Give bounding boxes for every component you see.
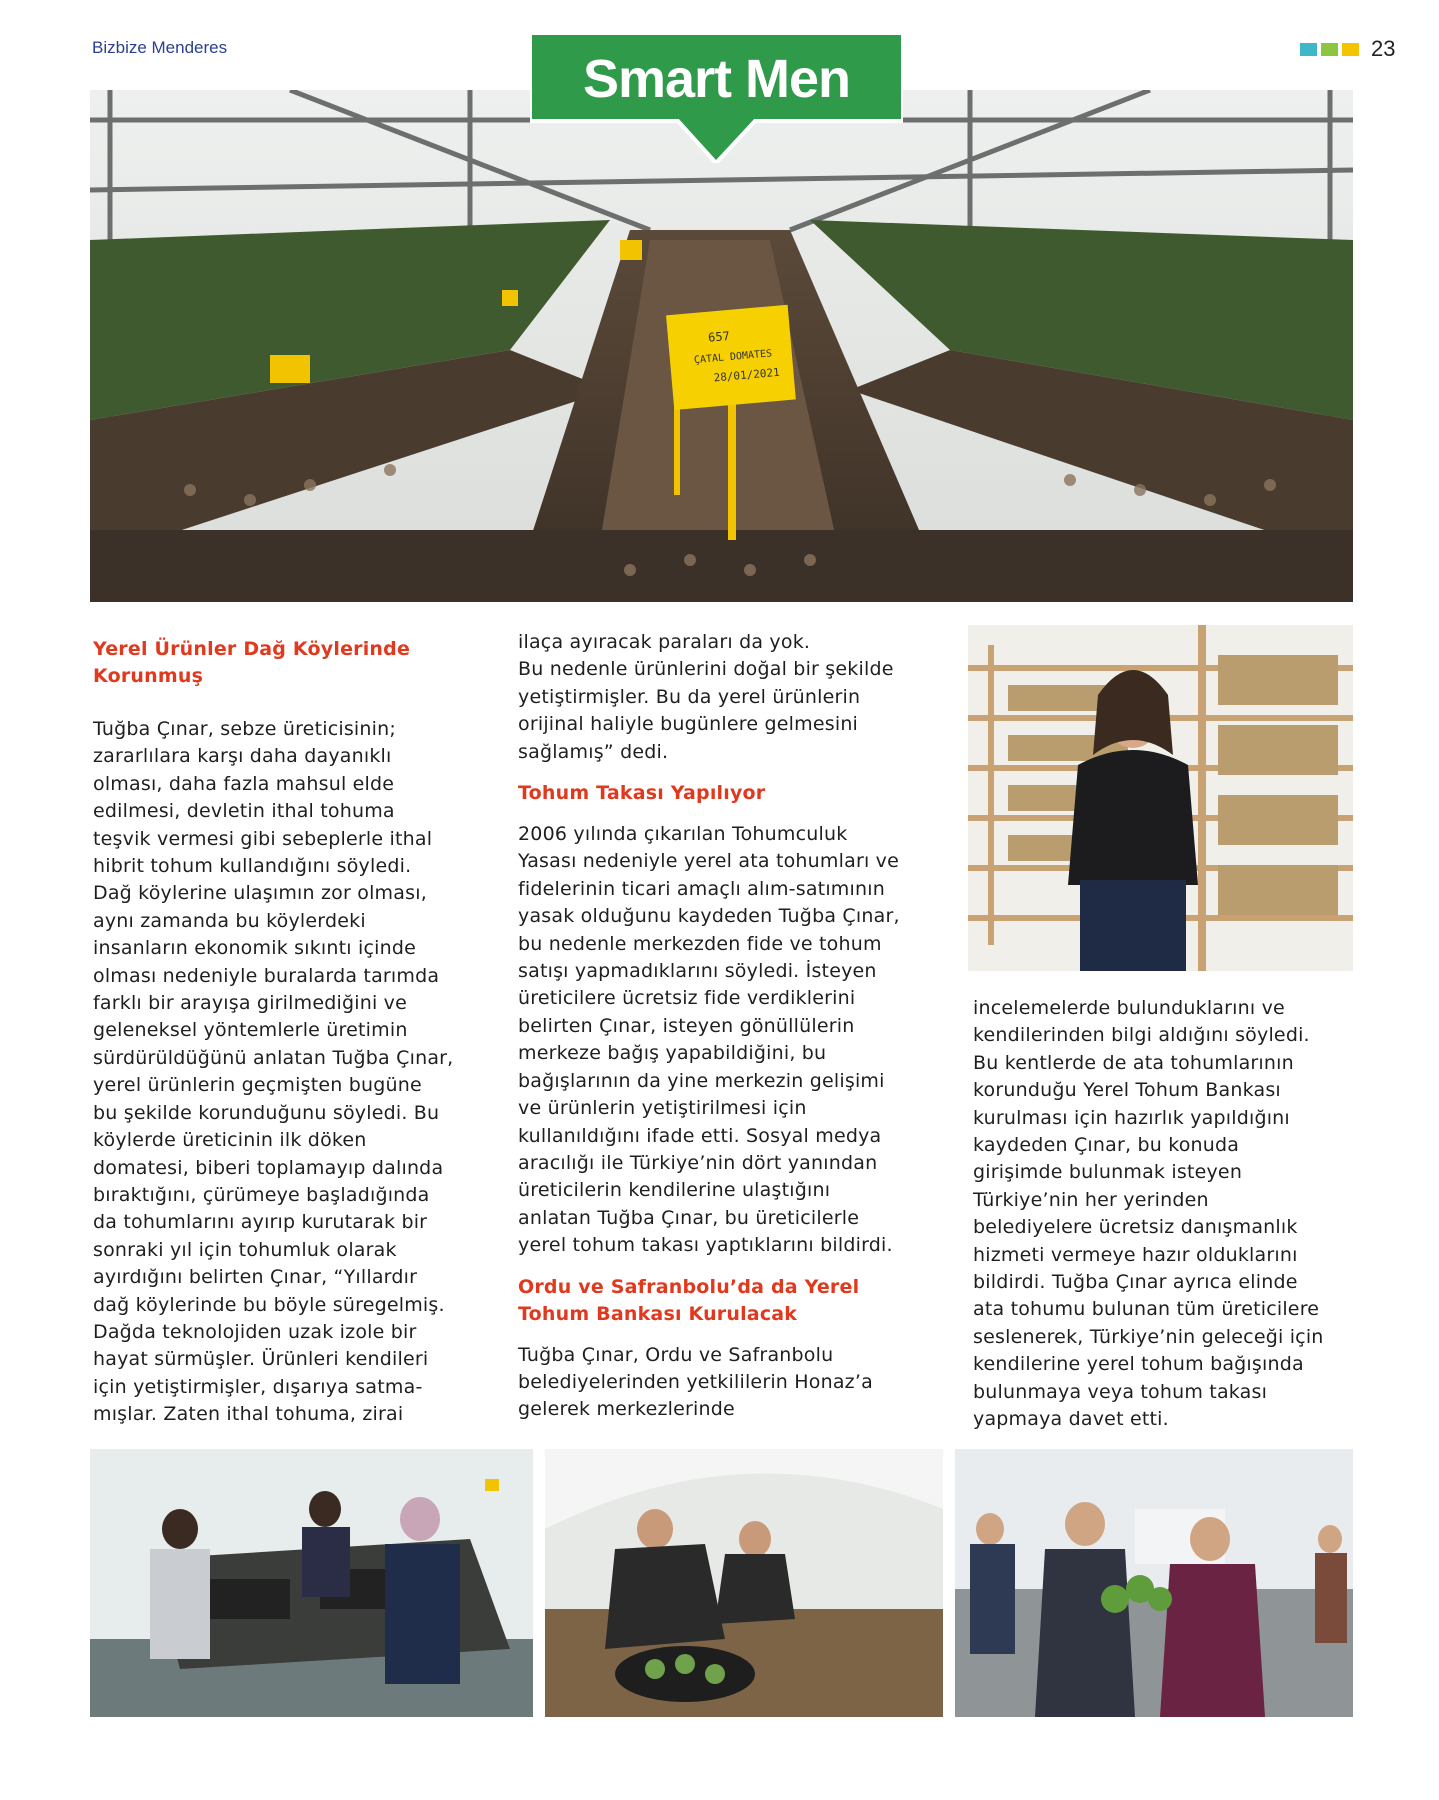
col1-line: bıraktığını, çürümeye başladığında (93, 1183, 430, 1206)
col1-line: olması nedeniyle buralarda tarımda (93, 964, 440, 987)
photo-bottom-left (90, 1449, 533, 1717)
col1-line: Tuğba Çınar, sebze üreticisinin; (93, 718, 396, 740)
col2-line: kullanıldığını ifade etti. Sosyal medya (518, 1124, 882, 1147)
col3-line: ata tohumu bulunan tüm üreticilere (973, 1298, 1320, 1321)
col1-line: olması, daha fazla mahsul elde (93, 772, 395, 795)
photo-bottom-middle (545, 1449, 943, 1717)
col2-line: fidelerinin ticari amaçlı alım-satımının (518, 877, 885, 900)
column-2 (518, 629, 948, 1424)
col1-line: domatesi, biberi toplamayıp dalında (93, 1156, 444, 1179)
col2-line: üreticilerin kendilerine ulaştığını (518, 1179, 831, 1202)
photo-bottom-right (955, 1449, 1353, 1717)
col2-line: Yasası nedeniyle yerel ata tohumları ve (518, 850, 900, 873)
col3-line: belediyelere ücretsiz danışmanlık (973, 1216, 1298, 1239)
col2-line: Tuğba Çınar, Ordu ve Safranbolu (518, 1343, 834, 1366)
col2-line: ilaça ayıracak paraları da yok. (518, 631, 811, 653)
col3-line: korunduğu Yerel Tohum Bankası (973, 1079, 1281, 1102)
col1-line: köylerde üreticinin ilk döken (93, 1129, 367, 1152)
plant-label-number: 657 (707, 328, 731, 345)
col1-line: edilmesi, devletin ithal tohuma (93, 800, 395, 823)
col1-line: farklı bir arayışa girilmediğini ve (93, 992, 408, 1015)
col1-line: yerel ürünlerin geçmişten bugüne (93, 1074, 422, 1097)
col3-line: kendilerine yerel tohum bağışında (973, 1353, 1304, 1376)
col3-line: yapmaya davet etti. (973, 1408, 1169, 1431)
column-3 (973, 995, 1368, 1434)
heading-seed-bank: Ordu ve Safranbolu’da da Yerel (518, 1275, 860, 1298)
col2-line: Bu nedenle ürünlerini doğal bir şekilde (518, 658, 894, 681)
accent-squares (1300, 43, 1359, 56)
heading-seed-bank-line2: Tohum Bankası Kurulacak (518, 1302, 798, 1325)
col1-line: dağ köylerinde bu böyle süregelmiş. (93, 1293, 445, 1316)
col2-line: yasak olduğunu kaydeden Tuğba Çınar, (518, 905, 900, 928)
col1-line: teşvik vermesi gibi sebeplerle ithal (93, 827, 433, 850)
col3-line: hizmeti vermeye hazır olduklarını (973, 1243, 1298, 1266)
col1-line: için yetiştirmişler, dışarıya satma- (93, 1375, 423, 1398)
page-number: 23 (1371, 36, 1396, 61)
col1-line: hibrit tohum kullandığını söyledi. (93, 855, 412, 878)
col2-line: üreticilere ücretsiz fide verdiklerini (518, 987, 856, 1010)
col3-line: Türkiye’nin her yerinden (973, 1188, 1209, 1211)
section-banner (530, 33, 903, 163)
col3-line: kendilerinden bilgi aldığını söyledi. (973, 1024, 1310, 1047)
plant-label-name: ÇATAL DOMATES (693, 348, 773, 367)
accent-square-green (1321, 43, 1338, 56)
photo-greenhouse-top (90, 90, 1353, 602)
col2-line: bağışlarının da yine merkezin gelişimi (518, 1069, 885, 1092)
accent-square-cyan (1300, 43, 1317, 56)
col1-line: sonraki yıl için tohumluk olarak (93, 1238, 397, 1261)
col2-line: anlatan Tuğba Çınar, bu üreticilerle (518, 1206, 860, 1229)
col1-line: insanların ekonomik sıkıntı içinde (93, 937, 416, 960)
col2-line: 2006 yılında çıkarılan Tohumculuk (518, 823, 848, 846)
col3-line: bildirdi. Tuğba Çınar ayrıca elinde (973, 1271, 1298, 1294)
col1-line: ayırdığını belirten Çınar, “Yıllardır (93, 1266, 418, 1289)
publication-name: Bizbize Menderes (92, 38, 228, 57)
col2-line: aracılığı ile Türkiye’nin dört yanından (518, 1151, 878, 1174)
col3-line: incelemelerde bulunduklarını ve (973, 997, 1285, 1019)
col2-line: belediyelerinden yetkililerin Honaz’a (518, 1370, 873, 1393)
col2-line: bu nedenle merkezden fide ve tohum (518, 932, 882, 955)
col2-line: ve ürünlerin yetiştirilmesi için (518, 1097, 807, 1120)
col2-line: satışı yapmadıklarını söyledi. İsteyen (518, 960, 877, 983)
col1-line: zararlılara karşı daha dayanıklı (93, 745, 392, 768)
photo-seed-bank-woman (968, 625, 1353, 971)
col2-line: belirten Çınar, isteyen gönüllülerin (518, 1014, 855, 1037)
plant-label-date: 28/01/2021 (713, 365, 781, 385)
col2-line: sağlamış” dedi. (518, 740, 669, 763)
col1-line: bu şekilde korunduğunu söyledi. Bu (93, 1101, 440, 1124)
section-banner-title: Smart Men (582, 49, 851, 109)
col1-line: geleneksel yöntemlerle üretimin (93, 1019, 408, 1042)
col2-line: yerel tohum takası yaptıklarını bildirdi. (518, 1234, 893, 1257)
col2-line: gelerek merkezlerinde (518, 1398, 735, 1421)
col2-line: orijinal haliyle bugünlere gelmesini (518, 713, 859, 736)
col3-line: girişimde bulunmak isteyen (973, 1161, 1243, 1184)
col2-line: yetiştirmişler. Bu da yerel ürünlerin (518, 685, 861, 708)
col1-line: hayat sürmüşler. Ürünleri kendileri (93, 1348, 429, 1371)
col1-line: Dağ köylerine ulaşımın zor olması, (93, 882, 427, 905)
heading-seed-exchange: Tohum Takası Yapılıyor (518, 782, 766, 805)
col1-line: sürdürüldüğünü anlatan Tuğba Çınar, (93, 1046, 454, 1069)
col1-line: aynı zamanda bu köylerdeki (93, 909, 366, 932)
col3-line: seslenerek, Türkiye’nin geleceği için (973, 1325, 1324, 1348)
col3-line: kaydeden Çınar, bu konuda (973, 1134, 1240, 1157)
accent-square-yellow (1342, 43, 1359, 56)
column-1 (93, 636, 488, 1429)
col1-line: mışlar. Zaten ithal tohuma, zirai (93, 1403, 404, 1426)
col1-line: Dağda teknolojiden uzak izole bir (93, 1320, 417, 1343)
col2-line: merkeze bağış yapabildiğini, bu (518, 1042, 827, 1065)
col1-line: da tohumlarını ayırıp kurutarak bir (93, 1211, 428, 1234)
heading-local-products: Yerel Ürünler Dağ Köylerinde Korunmuş (93, 638, 411, 687)
col3-line: Bu kentlerde de ata tohumlarının (973, 1051, 1294, 1074)
col3-line: kurulması için hazırlık yapıldığını (973, 1106, 1290, 1129)
col3-line: bulunmaya veya tohum takası (973, 1380, 1268, 1403)
